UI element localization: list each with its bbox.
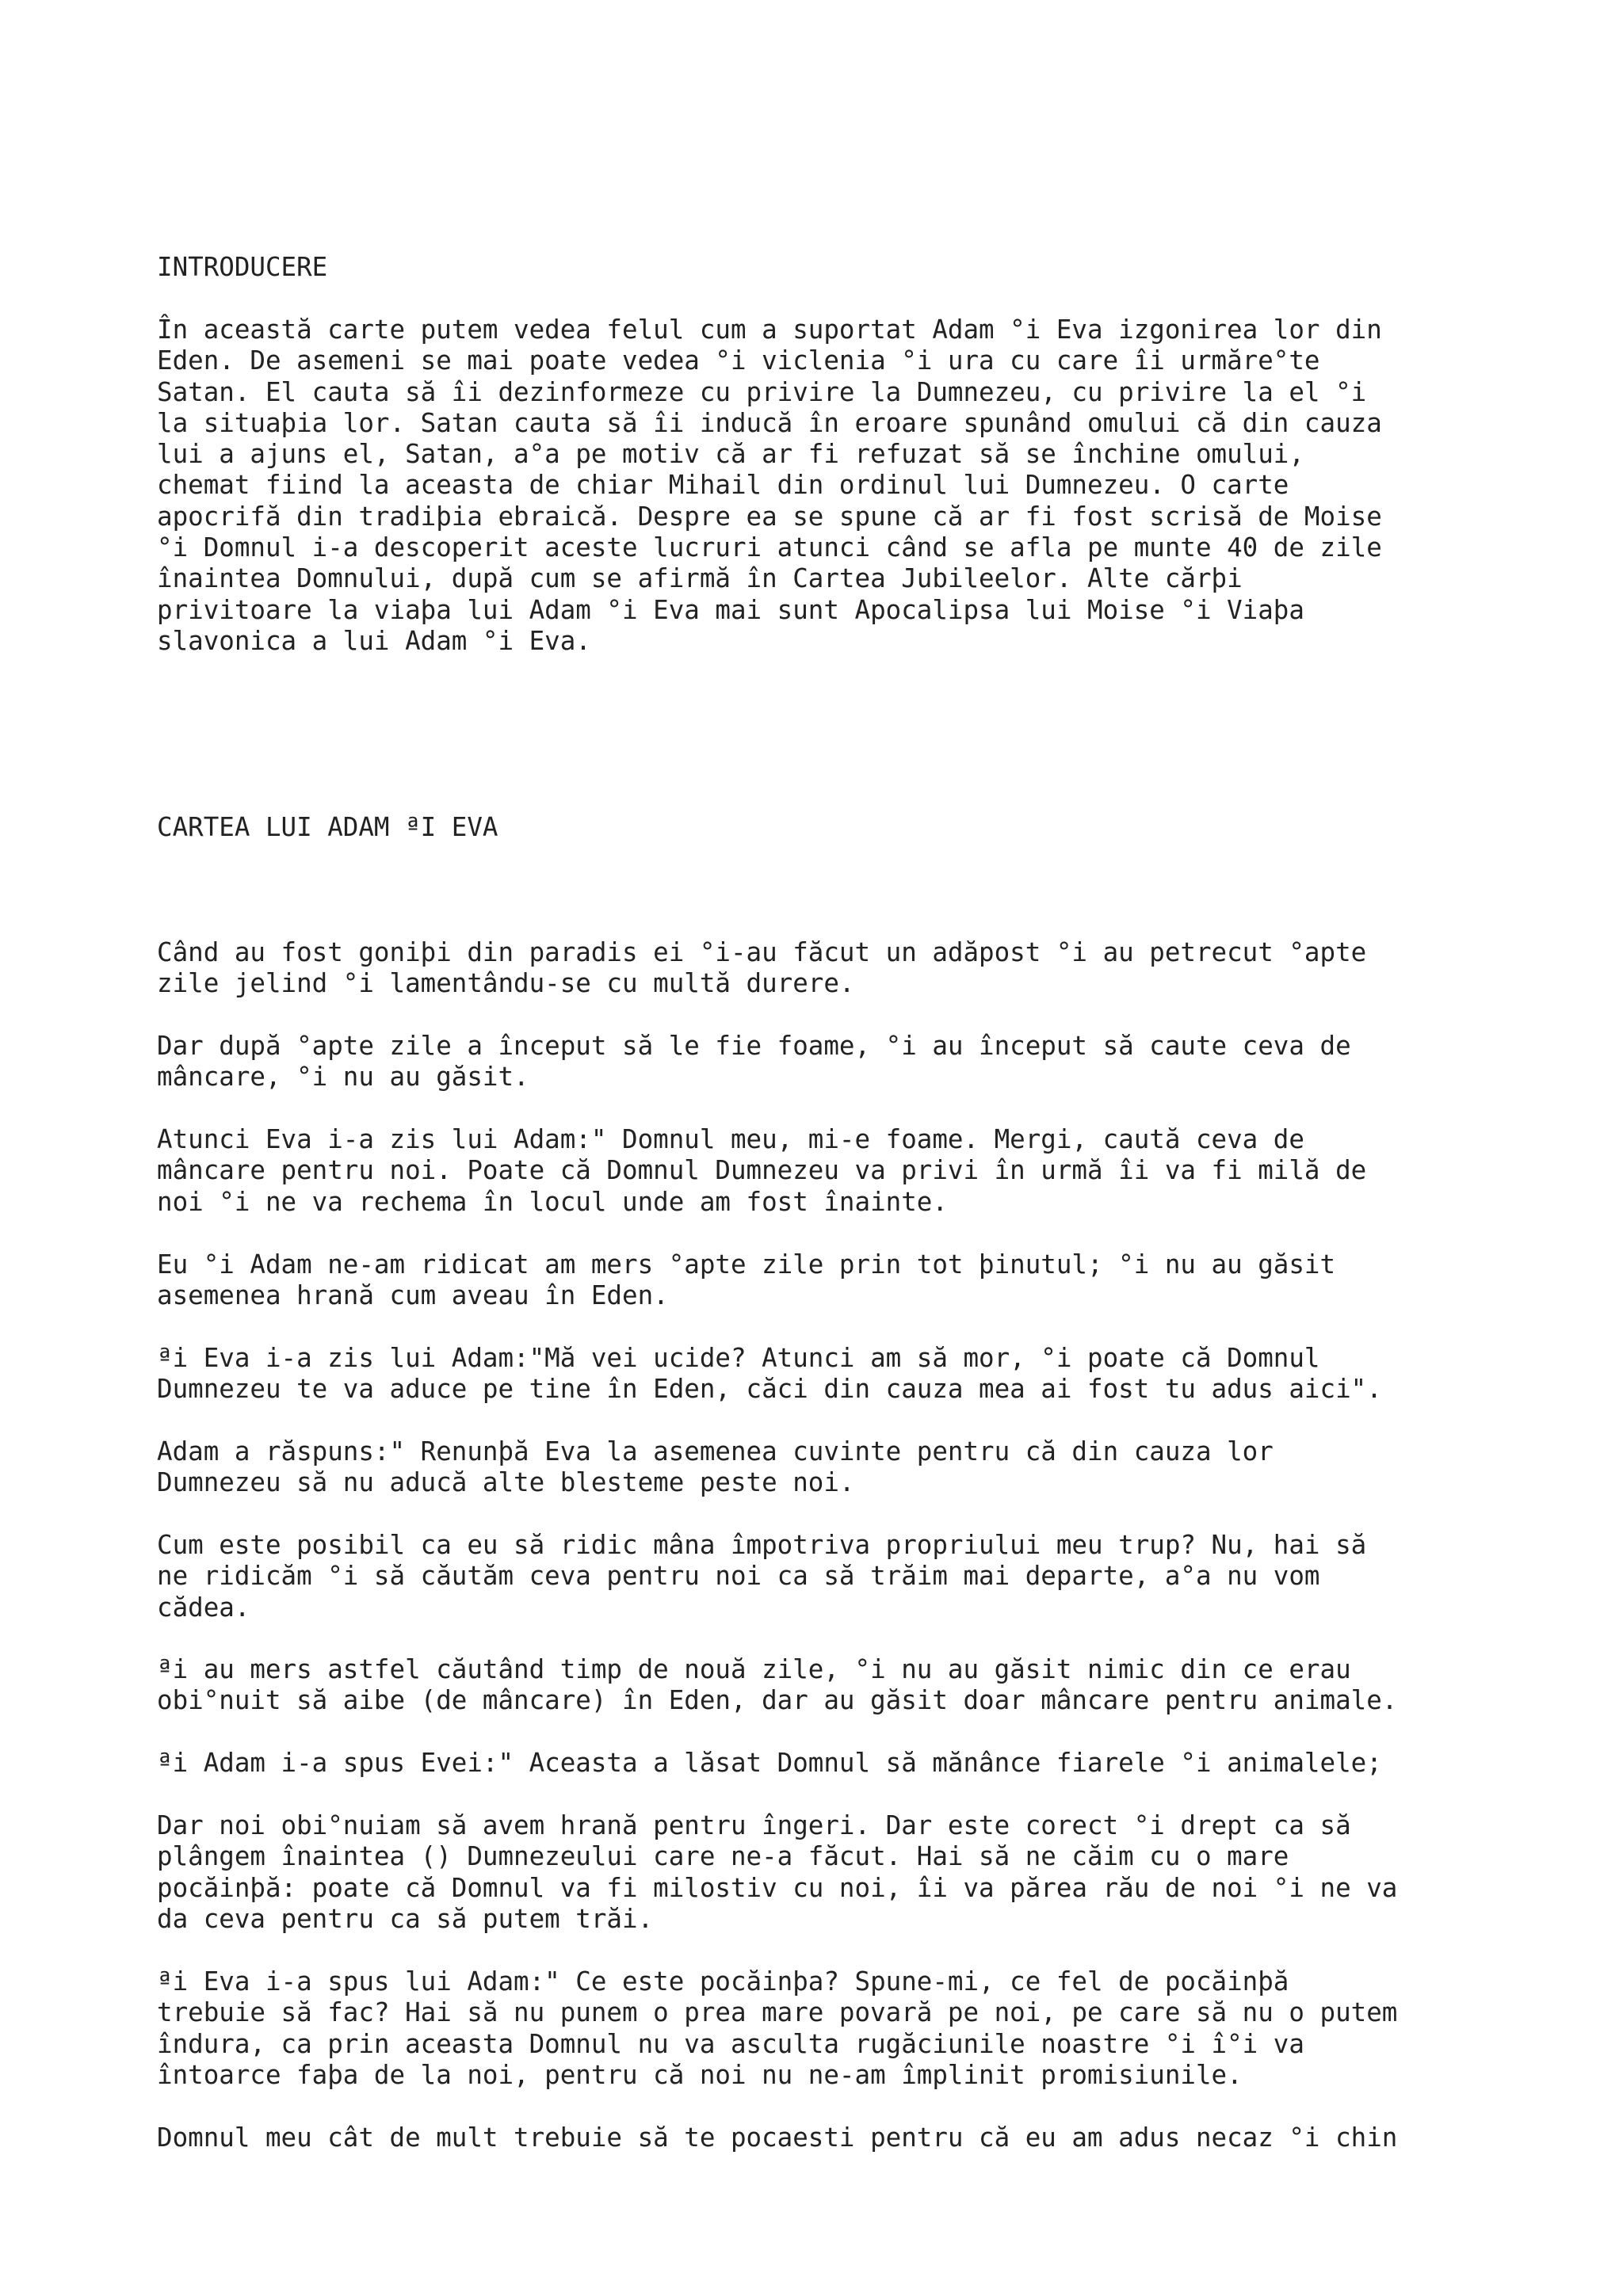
introduction-text: În această carte putem vedea felul cum a suportat Adam °i Eva izgonirea lor din Eden. De asemeni se mai poate vedea °i viclenia °i ura cu care îi urmăre°te Satan. El cauta să îi dezinformeze cu privire la Dumnezeu, cu privire la el °i la situaþia lor. Satan cauta să îi inducă în eroare spunând omului că din cauza lui a ajuns el, Satan, a°a pe motiv că ar fi refuzat să se închine omului, chemat fiind la aceasta de chiar Mihail din ordinul lui Dumnezeu. O carte apocrifă din tradiþia ebraică. Despre ea se spune că ar fi fost scrisă de Moise °i Domnul i-a descoperit aceste lucruri atunci când se afla pe munte 40 de zile înaintea Domnului, după cum se afirmă în Cartea Jubileelor. Alte cărþi privitoare la viaþa lui Adam °i Eva mai sunt Apocalipsa lui Moise °i Viaþa slavonica a lui Adam °i Eva. xyxy=(157,315,1382,656)
paragraph-7: Cum este posibil ca eu să ridic mâna împotriva propriului meu trup? Nu, hai să ne ridicăm °i să căutăm ceva pentru noi ca să trăim mai departe, a°a nu vom cădea. xyxy=(157,1530,1367,1623)
paragraph-9: ªi Adam i-a spus Evei:" Aceasta a lăsat Domnul să mănânce fiarele °i animalele; xyxy=(157,1748,1382,1778)
paragraph-12: Domnul meu cât de mult trebuie să te pocaesti pentru că eu am adus necaz °i chin xyxy=(157,2122,1398,2153)
paragraph-10: Dar noi obi°nuiam să avem hrană pentru îngeri. Dar este corect °i drept ca să plângem înaintea () Dumnezeului care ne-a făcut. Hai să ne căim cu o mare pocăinþă: poate că Domnul va fi milostiv cu noi, îi va părea rău de noi °i ne va da ceva pentru ca să putem trăi. xyxy=(157,1810,1398,1934)
paragraph-4: Eu °i Adam ne-am ridicat am mers °apte zile prin tot þinutul; °i nu au găsit asemenea hrană cum aveau în Eden. xyxy=(157,1249,1336,1311)
paragraph-2: Dar după °apte zile a început să le fie foame, °i au început să caute ceva de mâncare, °i nu au găsit. xyxy=(157,1031,1351,1093)
paragraph-6: Adam a răspuns:" Renunþă Eva la asemenea cuvinte pentru că din cauza lor Dumnezeu să nu aducă alte blesteme peste noi. xyxy=(157,1436,1274,1498)
paragraph-1: Când au fost goniþi din paradis ei °i-au făcut un adăpost °i au petrecut °apte zile jelind °i lamentându-se cu multă durere. xyxy=(157,937,1367,999)
paragraph-5: ªi Eva i-a zis lui Adam:"Mă vei ucide? Atunci am să mor, °i poate că Domnul Dumnezeu te va aduce pe tine în Eden, căci din cauza mea ai fost tu adus aici". xyxy=(157,1343,1382,1405)
introduction-heading: INTRODUCERE xyxy=(157,252,328,282)
paragraph-8: ªi au mers astfel căutând timp de nouă zile, °i nu au găsit nimic din ce erau obi°nuit să aibe (de mâncare) în Eden, dar au găsit doar mâncare pentru animale. xyxy=(157,1654,1398,1716)
paragraph-3: Atunci Eva i-a zis lui Adam:" Domnul meu, mi-e foame. Mergi, caută ceva de mâncare pentru noi. Poate că Domnul Dumnezeu va privi în urmă îi va fi milă de noi °i ne va rechema în locul unde am fost înainte. xyxy=(157,1124,1367,1217)
book-title: CARTEA LUI ADAM ªI EVA xyxy=(157,812,498,842)
paragraph-11: ªi Eva i-a spus lui Adam:" Ce este pocăinþa? Spune-mi, ce fel de pocăinþă trebuie să fac? Hai să nu punem o prea mare povară pe noi, pe care să nu o putem îndura, ca prin aceasta Domnul nu va asculta rugăciunile noastre °i î°i va întoarce faþa de la noi, pentru că noi nu ne-am împlinit promisiunile. xyxy=(157,1966,1398,2090)
